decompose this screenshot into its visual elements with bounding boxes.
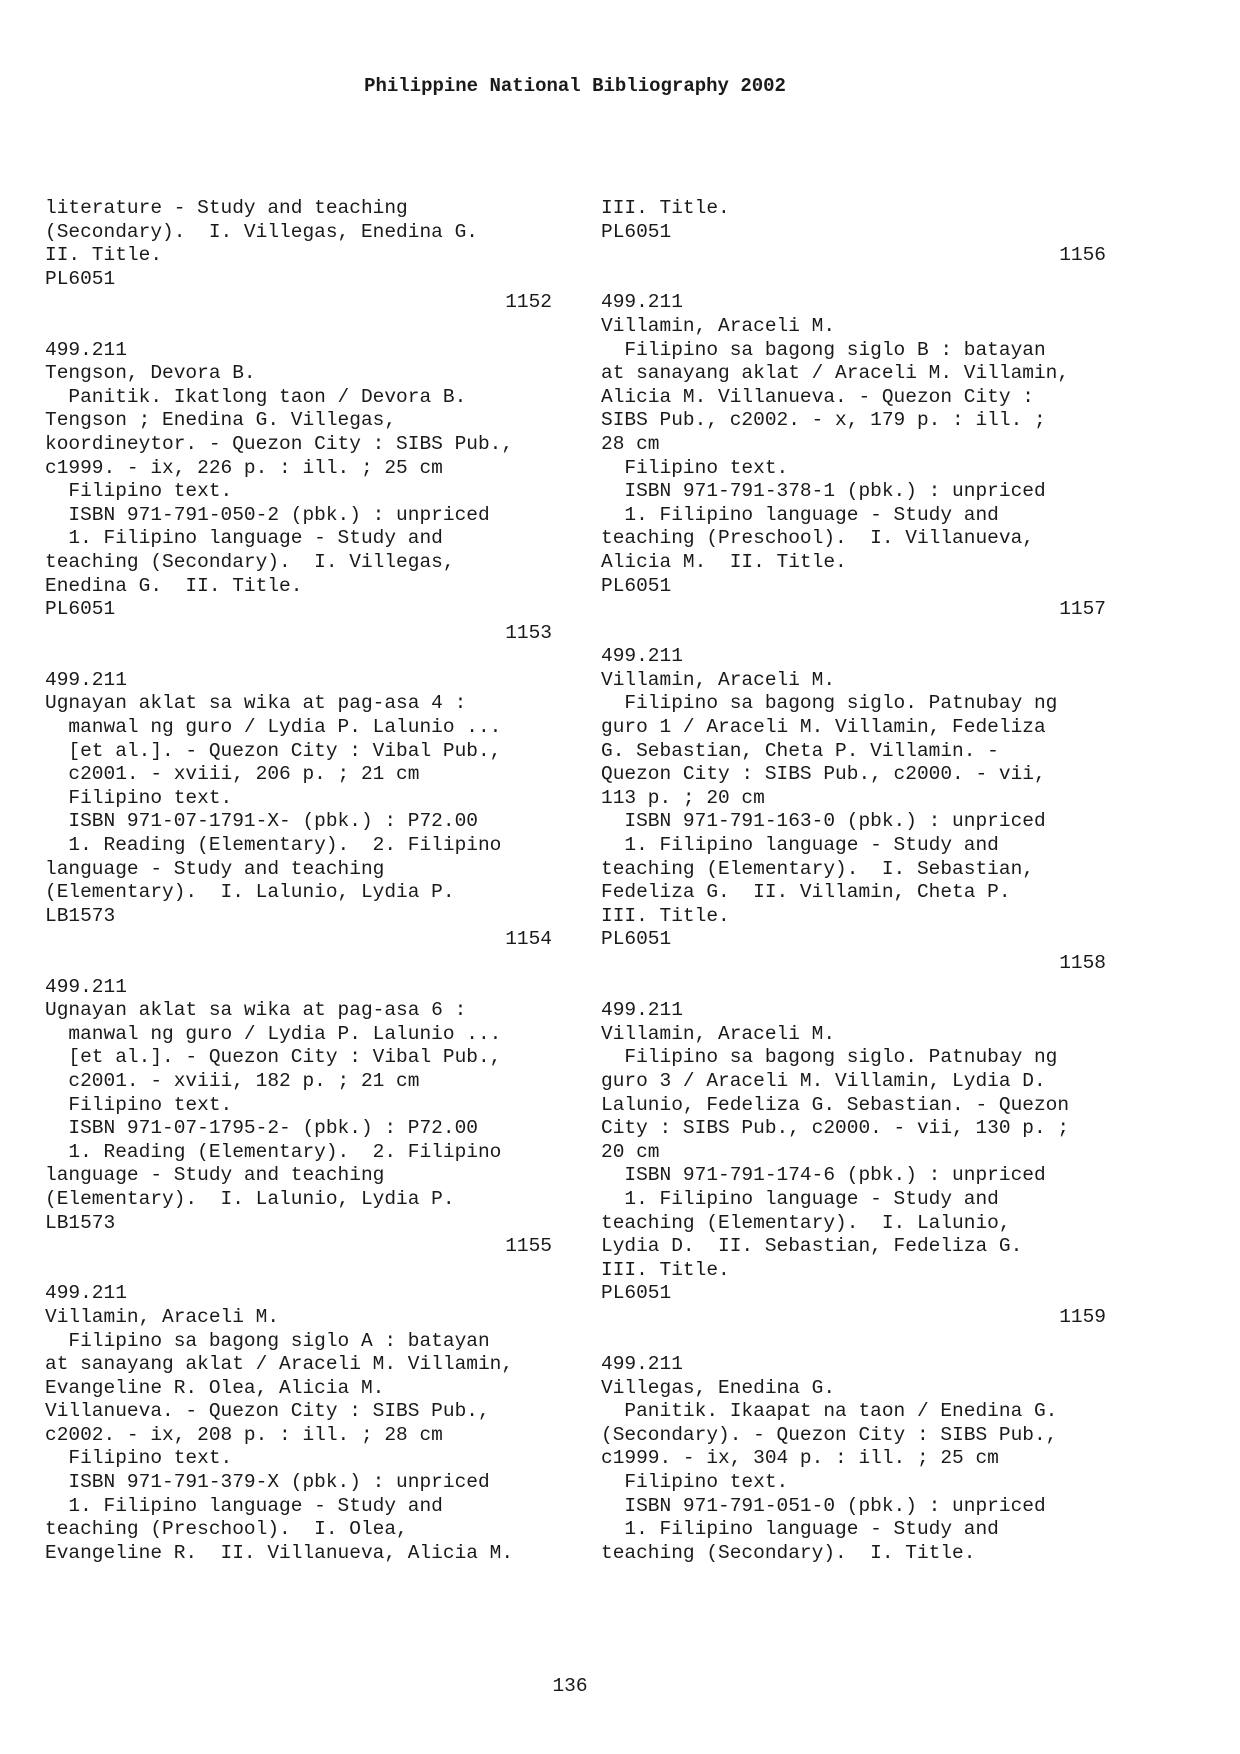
entry-line: G. Sebastian, Cheta P. Villamin. - [601,739,999,762]
entry-line: c2001. - xviii, 182 p. ; 21 cm [45,1069,420,1092]
entry-line: Villanueva. - Quezon City : SIBS Pub., [45,1400,490,1423]
entry-number: 1157 [1059,598,1106,621]
entry-line: 1. Reading (Elementary). 2. Filipino [45,834,502,857]
entry-line: manwal ng guro / Lydia P. Lalunio ... [45,1022,502,1045]
entry-line: manwal ng guro / Lydia P. Lalunio ... [45,716,502,739]
entry-line: Filipino sa bagong siglo B : batayan [601,338,1046,361]
entry-line: teaching (Secondary). I. Title. [601,1541,976,1564]
entry-line: Alicia M. II. Title. [601,550,847,573]
entry-line: Filipino text. [45,480,233,503]
entry-line: literature - Study and teaching [45,197,408,219]
entry-line: guro 1 / Araceli M. Villamin, Fedeliza [601,716,1046,739]
entry-line: Villamin, Araceli M. [601,314,836,337]
entry-line: PL6051 [601,220,672,243]
entry-line: PL6051 [45,267,116,290]
entry-line: 113 p. ; 20 cm [601,786,765,809]
blank-line [45,952,545,976]
entry-line: PL6051 [601,1282,672,1305]
entry-line: City : SIBS Pub., c2000. - vii, 130 p. ; [601,1117,1070,1140]
entry-line: 1. Filipino language - Study and [601,1518,999,1541]
entry-line: 1. Filipino language - Study and [601,1187,999,1210]
entry-line: Filipino sa bagong siglo. Patnubay ng [601,1046,1058,1069]
entry-line: 20 cm [601,1140,660,1163]
entry-line: Lalunio, Fedeliza G. Sebastian. - Quezon [601,1093,1070,1116]
entry-line: teaching (Elementary). I. Sebastian, [601,857,1034,880]
entry-line: ISBN 971-791-163-0 (pbk.) : unpriced [601,810,1046,833]
blank-line [45,645,545,669]
blank-line [601,622,1101,646]
blank-line [601,976,1101,1000]
entry-line: Filipino text. [45,1093,233,1116]
entry-number: 1155 [505,1235,552,1258]
entry-line: 1. Filipino language - Study and [601,834,999,857]
entry-number: 1159 [1059,1305,1106,1328]
entry-line: PL6051 [601,574,672,597]
entry-line: Panitik. Ikatlong taon / Devora B. [45,385,467,408]
entry-line: 1. Filipino language - Study and [45,527,443,550]
entry-line: language - Study and teaching [45,857,385,880]
entry-line: Ugnayan aklat sa wika at pag-asa 4 : [45,692,467,715]
entry-line: 28 cm [601,432,660,455]
entry-line: LB1573 [45,904,116,927]
entry-line: teaching (Secondary). I. Villegas, [45,550,455,573]
entry-line: Filipino text. [601,1471,789,1494]
entry-line: Ugnayan aklat sa wika at pag-asa 6 : [45,999,467,1022]
entry-line: Filipino text. [601,456,789,479]
entry-line: ISBN 971-07-1791-X- (pbk.) : P72.00 [45,810,478,833]
entry-line: ISBN 971-791-378-1 (pbk.) : unpriced [601,480,1046,503]
entry-line: at sanayang aklat / Araceli M. Villamin, [45,1353,514,1376]
blank-line [45,1259,545,1283]
entry-line: ISBN 971-791-051-0 (pbk.) : unpriced [601,1494,1046,1517]
entry-line: c1999. - ix, 226 p. : ill. ; 25 cm [45,456,443,479]
entry-line: Evangeline R. Olea, Alicia M. [45,1376,385,1399]
entry-line: Lydia D. II. Sebastian, Fedeliza G. [601,1235,1023,1258]
entry-line: Villamin, Araceli M. [601,668,836,691]
entry-line: Filipino sa bagong siglo A : batayan [45,1329,490,1352]
entry-line: ISBN 971-791-174-6 (pbk.) : unpriced [601,1164,1046,1187]
entry-line: c1999. - ix, 304 p. : ill. ; 25 cm [601,1447,999,1470]
entry-line: III. Title. [601,197,730,219]
entry-line: LB1573 [45,1211,116,1234]
entry-line: 1. Reading (Elementary). 2. Filipino [45,1140,502,1163]
entry-line: teaching (Elementary). I. Lalunio, [601,1211,1011,1234]
entry-line: Tengson, Devora B. [45,362,256,385]
entry-line: PL6051 [601,928,672,951]
entry-line: III. Title. [601,1258,730,1281]
entry-line: ISBN 971-07-1795-2- (pbk.) : P72.00 [45,1117,478,1140]
entry-line: 1. Filipino language - Study and [601,503,999,526]
entry-number: 1156 [1059,244,1106,267]
blank-line [601,1330,1101,1354]
entry-line: (Secondary). I. Villegas, Enedina G. [45,220,478,243]
entry-line: 499.211 [601,291,683,314]
entry-line: Panitik. Ikaapat na taon / Enedina G. [601,1400,1058,1423]
entry-line: Enedina G. II. Title. [45,574,303,597]
entry-line: koordineytor. - Quezon City : SIBS Pub., [45,432,514,455]
entry-line: Villegas, Enedina G. [601,1376,836,1399]
entry-line: 499.211 [45,668,127,691]
entry-line: 499.211 [601,999,683,1022]
page-title: Philippine National Bibliography 2002 [364,75,786,97]
entry-line: c2002. - ix, 208 p. : ill. ; 28 cm [45,1423,443,1446]
entry-line: Alicia M. Villanueva. - Quezon City : [601,385,1034,408]
entry-line: Evangeline R. II. Villanueva, Alicia M. [45,1541,514,1564]
entry-line: [et al.]. - Quezon City : Vibal Pub., [45,1046,502,1069]
entry-line: (Secondary). - Quezon City : SIBS Pub., [601,1423,1058,1446]
entry-number: 1158 [1059,952,1106,974]
entry-line: SIBS Pub., c2002. - x, 179 p. : ill. ; [601,409,1046,432]
right-column [601,197,1106,1565]
entry-line: Villamin, Araceli M. [45,1305,280,1328]
entry-line: ISBN 971-791-379-X (pbk.) : unpriced [45,1471,490,1494]
entry-line: Fedeliza G. II. Villamin, Cheta P. [601,881,1011,904]
entry-line: Tengson ; Enedina G. Villegas, [45,409,397,432]
entry-line: teaching (Preschool). I. Villanueva, [601,527,1034,550]
entry-line: ISBN 971-791-050-2 (pbk.) : unpriced [45,503,490,526]
entry-line: Filipino sa bagong siglo. Patnubay ng [601,692,1058,715]
entry-number: 1152 [505,291,552,314]
blank-line [601,268,1101,292]
entry-line: teaching (Preschool). I. Olea, [45,1518,408,1541]
entry-line: 499.211 [601,1353,683,1376]
entry-line: PL6051 [45,598,116,621]
entry-line: 499.211 [45,975,127,998]
entry-line: [et al.]. - Quezon City : Vibal Pub., [45,739,502,762]
entry-line: 499.211 [45,338,127,361]
entry-line: 499.211 [45,1282,127,1305]
entry-line: Filipino text. [45,1447,233,1470]
entry-line: c2001. - xviii, 206 p. ; 21 cm [45,763,420,786]
entry-line: II. Title. [45,244,163,267]
entry-line: 499.211 [601,645,683,668]
entry-line: Villamin, Araceli M. [601,1022,836,1045]
entry-line: Filipino text. [45,786,233,809]
entry-line: Quezon City : SIBS Pub., c2000. - vii, [601,763,1046,786]
entry-line: (Elementary). I. Lalunio, Lydia P. [45,1187,455,1210]
entry-number: 1153 [505,621,552,644]
entry-line: language - Study and teaching [45,1164,385,1187]
entry-line: guro 3 / Araceli M. Villamin, Lydia D. [601,1069,1046,1092]
left-column [45,197,552,1565]
entry-number: 1154 [505,928,552,951]
blank-line [45,315,545,339]
entry-line: III. Title. [601,904,730,927]
entry-line: at sanayang aklat / Araceli M. Villamin, [601,362,1070,385]
entry-line: (Elementary). I. Lalunio, Lydia P. [45,881,455,904]
page-number: 136 [552,1675,588,1697]
entry-line: 1. Filipino language - Study and [45,1494,443,1517]
